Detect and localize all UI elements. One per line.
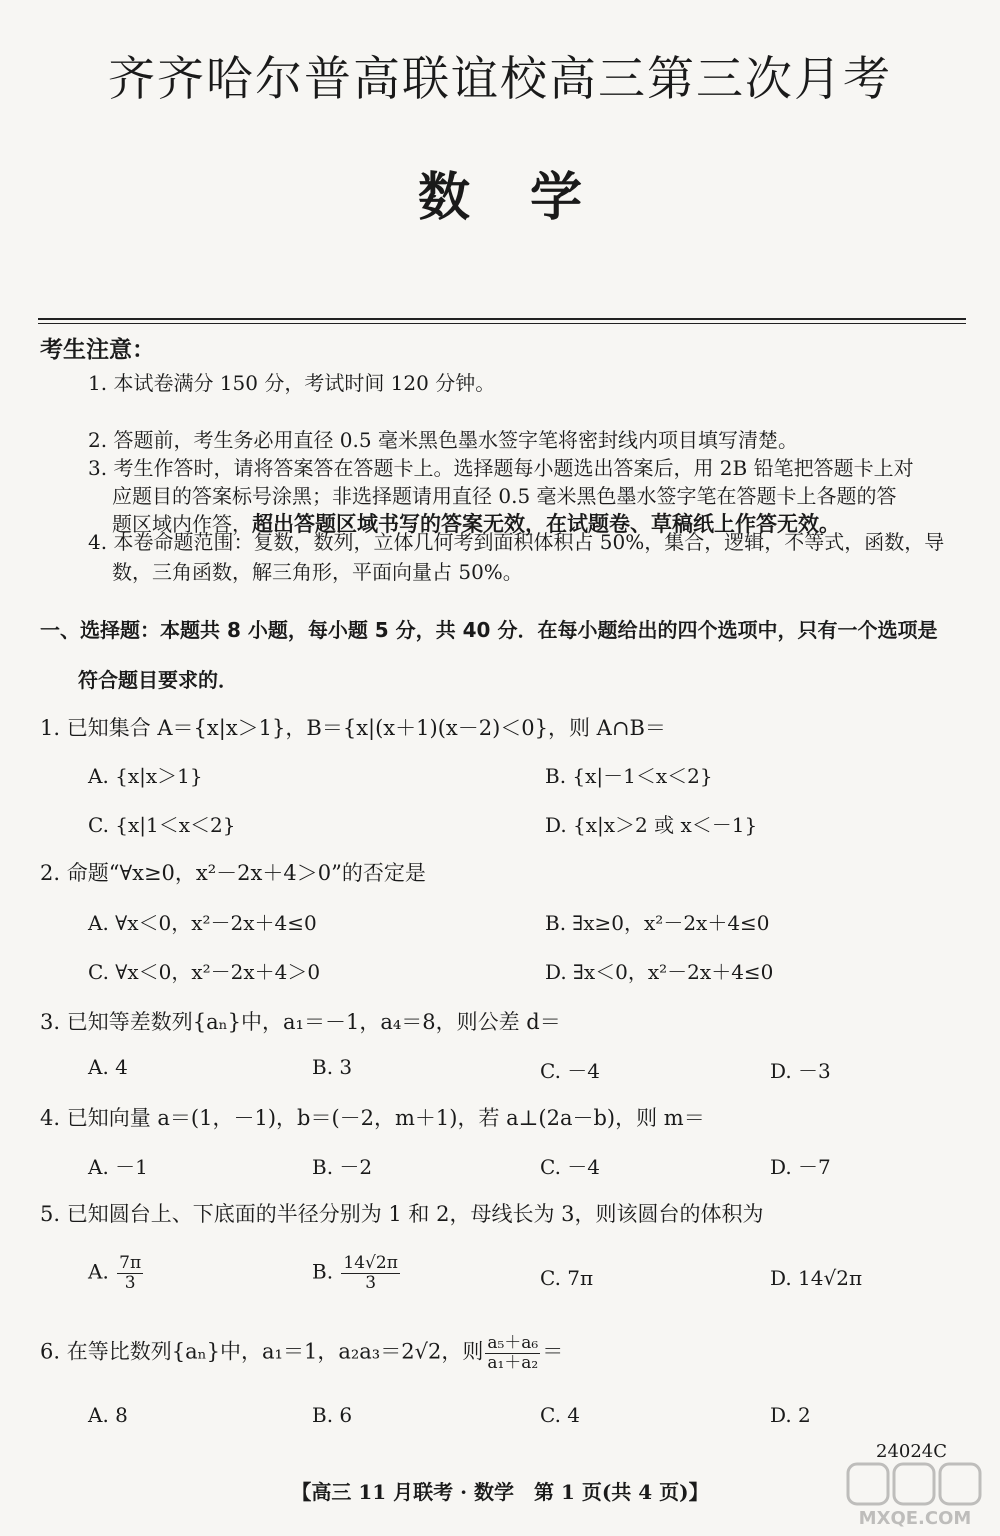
fraction	[485, 1334, 540, 1372]
section-heading-cont: 符合题目要求的．	[78, 668, 238, 692]
notice-item-2: 2. 答题前，考生务必用直径 0.5 毫米黑色墨水签字笔将密封线内项目填写清楚。	[88, 428, 798, 452]
question-1-option-d: D. {x|x＞2 或 x＜－1}	[545, 813, 758, 837]
notice-item-3-end-text: 题区域内作答，	[112, 512, 252, 536]
notice-item-3-cont: 应题目的答案标号涂黑；非选择题请用直径 0.5 毫米黑色墨水签字笔在答题卡上各题的答	[112, 484, 897, 508]
fraction-numerator: a₅＋a₆	[487, 1333, 539, 1353]
paper-code: 24024C	[876, 1441, 948, 1462]
question-6-stem	[40, 1334, 563, 1372]
question-6-stem-pre: 6. 在等比数列{aₙ}中，a₁＝1，a₂a₃＝2√2，则	[40, 1339, 484, 1364]
question-2-option-c: C. ∀x＜0，x²－2x＋4＞0	[88, 960, 321, 984]
section-heading: 一、选择题：本题共 8 小题，每小题 5 分，共 40 分．在每小题给出的四个选项中，只有一个选项是	[40, 618, 938, 642]
question-5-option-b	[312, 1254, 402, 1292]
fraction	[341, 1254, 399, 1292]
divider-thick	[38, 318, 966, 320]
fraction-denominator: 3	[365, 1272, 377, 1293]
question-5-option-c: C. 7π	[540, 1266, 594, 1290]
fraction-numerator: 7π	[119, 1253, 142, 1273]
question-6-option-b: B. 6	[312, 1403, 353, 1427]
question-3-option-b: B. 3	[312, 1055, 353, 1079]
question-6-stem-post: ＝	[542, 1339, 564, 1364]
exam-title: 齐齐哈尔普高联谊校高三第三次月考	[108, 52, 892, 107]
fraction-denominator: a₁＋a₂	[487, 1352, 539, 1373]
notice-item-1: 1. 本试卷满分 150 分，考试时间 120 分钟。	[88, 371, 496, 395]
fraction-denominator: 3	[124, 1272, 136, 1293]
question-3-option-c: C. －4	[540, 1059, 601, 1083]
question-5-stem: 5. 已知圆台上、下底面的半径分别为 1 和 2，母线长为 3，则该圆台的体积为	[40, 1202, 764, 1226]
watermark-icon	[840, 1460, 990, 1530]
subject-title: 数学	[417, 167, 642, 228]
question-5-option-a	[88, 1254, 145, 1292]
question-1-option-b: B. {x|－1＜x＜2}	[545, 764, 713, 788]
question-5-option-a-label: A.	[88, 1259, 109, 1284]
question-1-option-c: C. {x|1＜x＜2}	[88, 813, 236, 837]
notice-item-4-cont: 数，三角函数，解三角形，平面向量占 50%。	[112, 560, 523, 584]
question-1-stem: 1. 已知集合 A＝{x|x＞1}，B＝{x|(x＋1)(x－2)＜0}，则 A∩B＝	[40, 716, 666, 740]
question-5-option-b-label: B.	[312, 1259, 334, 1284]
question-4-stem: 4. 已知向量 a＝(1，－1)，b＝(－2，m＋1)，若 a⊥(2a－b)，则 m＝	[40, 1106, 705, 1130]
question-4-option-a: A. －1	[88, 1155, 148, 1179]
fraction	[117, 1254, 143, 1292]
question-2-stem: 2. 命题“∀x≥0，x²－2x＋4＞0”的否定是	[40, 861, 426, 885]
question-1-option-a: A. {x|x＞1}	[88, 764, 203, 788]
question-6-option-d: D. 2	[770, 1403, 811, 1427]
question-4-option-c: C. －4	[540, 1155, 601, 1179]
watermark-text: MXQE.COM	[858, 1508, 972, 1529]
question-6-option-a: A. 8	[88, 1403, 128, 1427]
notice-emphasis: 超出答题区域书写的答案无效，在试题卷、草稿纸上作答无效。	[252, 512, 840, 536]
question-3-option-a: A. 4	[88, 1055, 128, 1079]
watermark-logo	[840, 1460, 990, 1530]
question-5-option-d: D. 14√2π	[770, 1266, 863, 1290]
divider-thin	[38, 323, 966, 324]
question-3-stem: 3. 已知等差数列{aₙ}中，a₁＝－1，a₄＝8，则公差 d＝	[40, 1010, 561, 1034]
notice-heading: 考生注意：	[40, 337, 155, 363]
question-4-option-d: D. －7	[770, 1155, 831, 1179]
question-2-option-d: D. ∃x＜0，x²－2x＋4≤0	[545, 960, 774, 984]
question-3-option-d: D. －3	[770, 1059, 831, 1083]
question-4-option-b: B. －2	[312, 1155, 373, 1179]
notice-item-3: 3. 考生作答时，请将答案答在答题卡上。选择题每小题选出答案后，用 2B 铅笔把答题卡上对	[88, 456, 914, 480]
question-2-option-a: A. ∀x＜0，x²－2x＋4≤0	[88, 911, 317, 935]
fraction-numerator: 14√2π	[343, 1253, 398, 1273]
question-6-option-c: C. 4	[540, 1403, 581, 1427]
question-2-option-b: B. ∃x≥0，x²－2x＋4≤0	[545, 911, 770, 935]
notice-item-4: 4. 本卷命题范围：复数，数列，立体几何考到面积体积占 50%，集合，逻辑，不等式，函数，导	[88, 530, 945, 554]
page-footer: 【高三 11 月联考 · 数学 第 1 页(共 4 页)】	[291, 1480, 709, 1504]
